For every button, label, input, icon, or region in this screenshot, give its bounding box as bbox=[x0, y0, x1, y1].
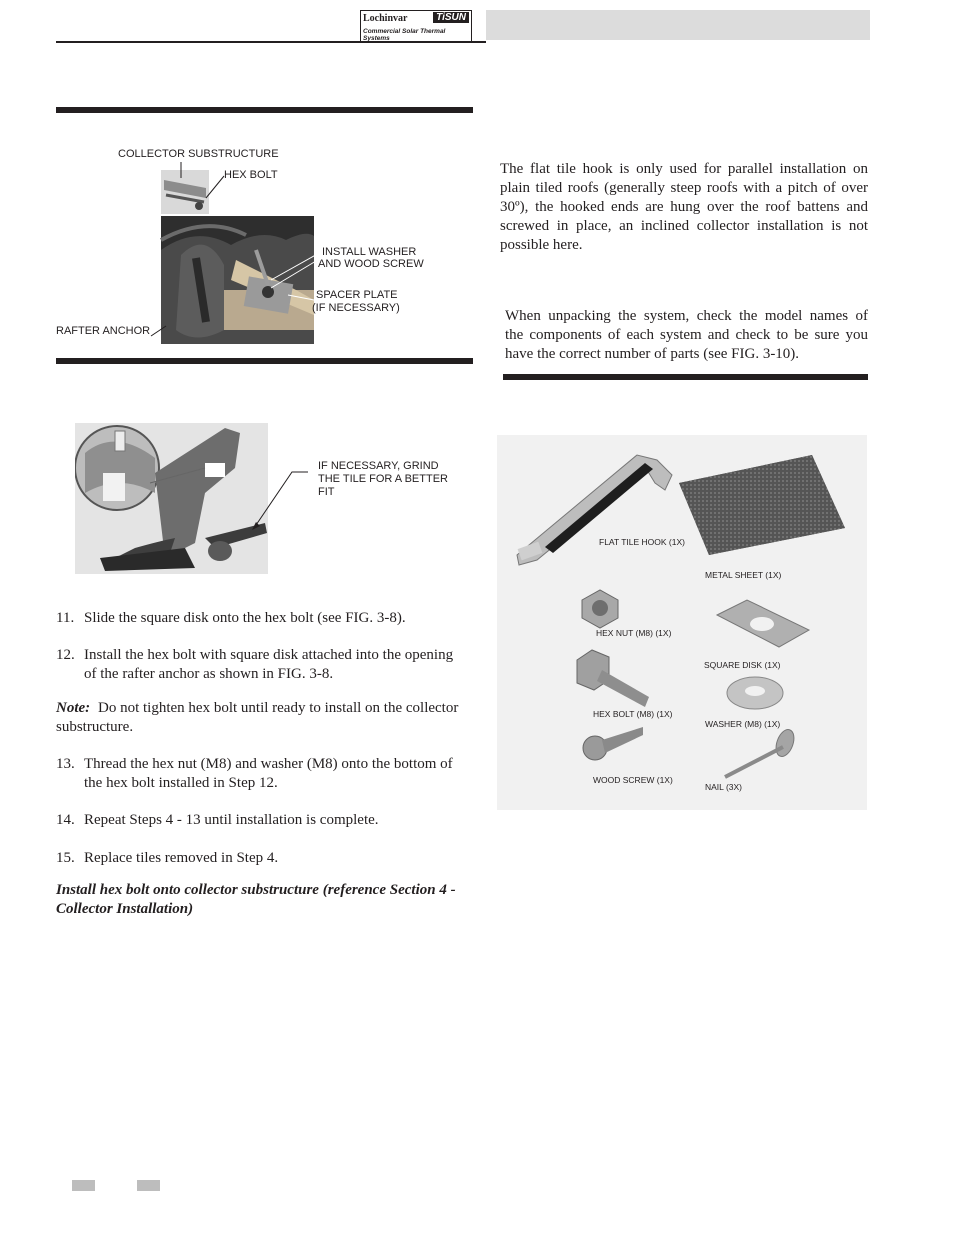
step-text: the hex bolt installed in Step 12. bbox=[84, 775, 278, 791]
callout-install-washer-1: INSTALL WASHER bbox=[322, 246, 417, 258]
step-15 bbox=[56, 849, 476, 869]
label-wood-screw: WOOD SCREW (1X) bbox=[593, 775, 673, 785]
step-number: 15. bbox=[56, 850, 75, 866]
square-disk-image bbox=[717, 600, 809, 647]
step-12 bbox=[56, 646, 476, 686]
step-number: 12. bbox=[56, 647, 75, 663]
paragraph-line: screwed in place, an inclined collector installation is not bbox=[500, 218, 868, 234]
label-metal-sheet: METAL SHEET (1X) bbox=[705, 570, 782, 580]
step-14 bbox=[56, 811, 476, 831]
paragraph-line: have the correct number of parts (see FIG. 3-10). bbox=[505, 346, 800, 362]
callout-install-washer-2: AND WOOD SCREW bbox=[318, 258, 424, 270]
note-block bbox=[56, 699, 476, 739]
callout-grind-2: THE TILE FOR A BETTER bbox=[318, 473, 448, 485]
callout-hex-bolt: HEX BOLT bbox=[224, 169, 278, 181]
step-number: 11. bbox=[56, 610, 75, 626]
wood-screw-image bbox=[583, 727, 643, 760]
footer-tab-right bbox=[137, 1180, 160, 1191]
callout-spacer-plate-2: (IF NECESSARY) bbox=[312, 302, 400, 314]
step-text: Repeat Steps 4 - 13 until installation is complete. bbox=[84, 812, 379, 828]
section-rule-right bbox=[503, 374, 868, 380]
section-rule-top bbox=[56, 107, 473, 113]
logo-tagline: Commercial Solar Thermal Systems bbox=[363, 28, 446, 42]
callout-grind-1: IF NECESSARY, GRIND bbox=[318, 460, 439, 472]
parts-illustration bbox=[497, 435, 867, 810]
final-instruction-text: Install hex bolt onto collector substructure (reference Section 4 - bbox=[56, 882, 456, 898]
flat-tile-hook-paragraph bbox=[500, 160, 868, 255]
label-hex-bolt: HEX BOLT (M8) (1X) bbox=[593, 709, 673, 719]
callout-collector-substructure: COLLECTOR SUBSTRUCTURE bbox=[118, 148, 279, 160]
note-label: Note: bbox=[56, 700, 91, 716]
paragraph-line: The flat tile hook is only used for parallel installation on bbox=[500, 161, 868, 177]
flat-tile-hook-image bbox=[517, 455, 672, 565]
step-13 bbox=[56, 755, 476, 795]
step-number: 13. bbox=[56, 756, 75, 772]
label-square-disk: SQUARE DISK (1X) bbox=[704, 660, 781, 670]
unpacking-paragraph bbox=[505, 307, 868, 364]
step-11 bbox=[56, 609, 476, 629]
washer-image bbox=[727, 677, 783, 709]
step-number: 14. bbox=[56, 812, 75, 828]
callout-grind-3: FIT bbox=[318, 486, 335, 498]
brand-logo bbox=[360, 10, 472, 42]
hex-nut-image bbox=[582, 590, 618, 628]
hex-bolt-image bbox=[577, 650, 649, 707]
nail-image bbox=[725, 727, 797, 777]
label-washer: WASHER (M8) (1X) bbox=[705, 719, 781, 729]
paragraph-line: possible here. bbox=[500, 237, 583, 253]
figure-parts bbox=[497, 435, 867, 810]
final-instruction bbox=[56, 881, 476, 921]
label-hex-nut: HEX NUT (M8) (1X) bbox=[596, 628, 672, 638]
header-bar bbox=[486, 10, 870, 40]
logo-tisun-text: TiSUN bbox=[433, 12, 469, 23]
note-text: substructure. bbox=[56, 719, 134, 735]
grind-leader-line bbox=[250, 470, 310, 532]
step-text: Thread the hex nut (M8) and washer (M8) onto the bottom of bbox=[84, 756, 453, 772]
step-text: of the rafter anchor as shown in FIG. 3-8. bbox=[84, 666, 334, 682]
paragraph-line: 30º), the hooked ends are hung over the roof battens and bbox=[500, 199, 868, 215]
figure-grind-tile bbox=[75, 423, 268, 574]
step-text: Replace tiles removed in Step 4. bbox=[84, 850, 279, 866]
label-flat-tile-hook: FLAT TILE HOOK (1X) bbox=[599, 537, 685, 547]
paragraph-line: plain tiled roofs (generally steep roofs with a pitch of over bbox=[500, 180, 868, 196]
callout-spacer-plate-1: SPACER PLATE bbox=[316, 289, 398, 301]
final-instruction-text: Collector Installation) bbox=[56, 901, 194, 917]
step-text: Slide the square disk onto the hex bolt (see FIG. 3-8). bbox=[84, 610, 406, 626]
step-text: Install the hex bolt with square disk attached into the opening bbox=[84, 647, 454, 663]
logo-brand-text: Lochinvar bbox=[363, 13, 408, 24]
footer-tab-left bbox=[72, 1180, 95, 1191]
label-nail: NAIL (3X) bbox=[705, 782, 743, 792]
paragraph-line: When unpacking the system, check the model names of bbox=[505, 308, 868, 324]
callout-rafter-anchor: RAFTER ANCHOR bbox=[56, 325, 151, 337]
paragraph-line: the components of each system and check to be sure you bbox=[505, 327, 868, 343]
grind-tile-illustration bbox=[75, 423, 268, 574]
section-rule-middle bbox=[56, 358, 473, 364]
note-text: Do not tighten hex bolt until ready to install on the collector bbox=[98, 700, 459, 716]
